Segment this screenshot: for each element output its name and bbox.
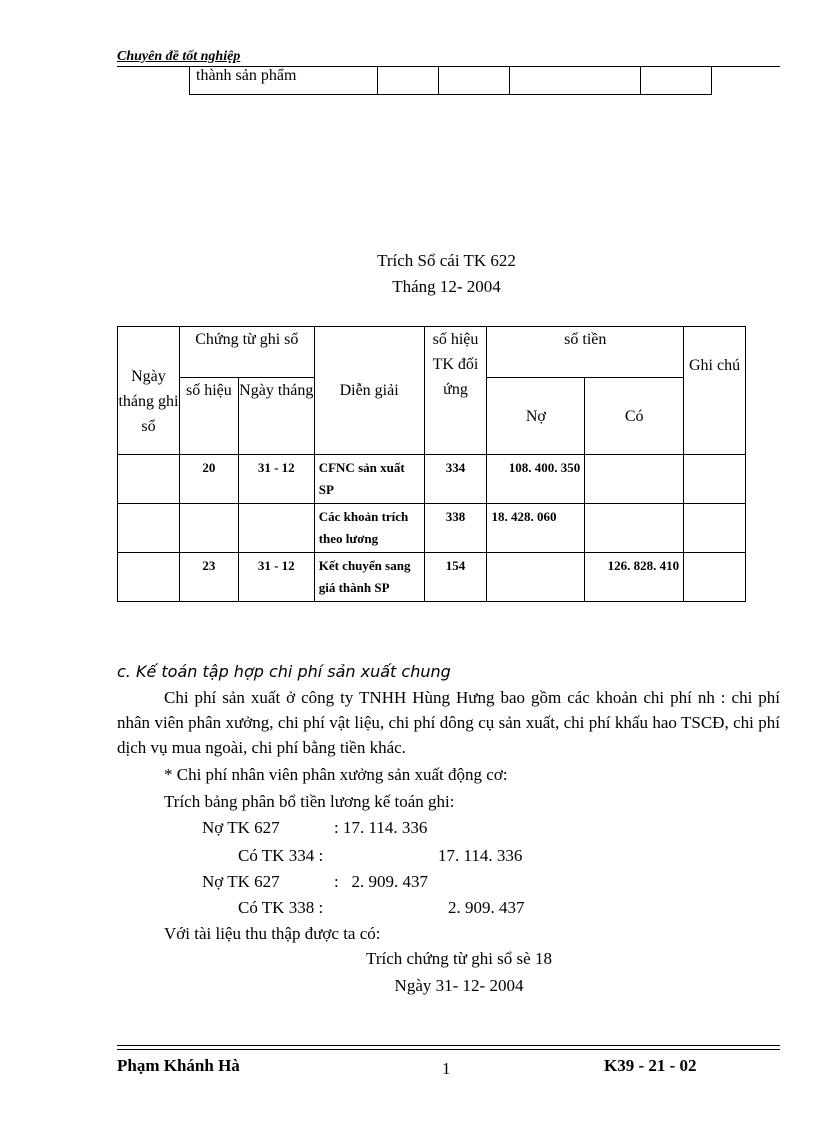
running-header-title: Chuyên đề tốt nghiệp: [117, 49, 241, 64]
intro-line: Trích bảng phân bổ tiền lương kế toán ghi:: [164, 792, 455, 811]
table-row: [118, 504, 746, 553]
cell-ghi-chu: [684, 553, 746, 602]
footer-rule: [117, 1049, 780, 1050]
header-no: Nợ: [487, 378, 585, 455]
cell-ngay-thang: 31 - 12: [238, 455, 314, 504]
cell-no: [487, 553, 585, 602]
cell-dien-giai: Kết chuyển sang giá thành SP: [314, 553, 424, 602]
entry-amount: 17. 114. 336: [438, 846, 523, 865]
ledger-caption-line2: Tháng 12- 2004: [392, 277, 501, 296]
cell-co: [585, 504, 684, 553]
header-dien-giai: Diễn giải: [314, 327, 424, 455]
header-ngay: Ngày tháng ghi sổ: [118, 327, 180, 455]
cell-no: 108. 400. 350: [487, 455, 585, 504]
footer-code: K39 - 21 - 02: [604, 1056, 697, 1075]
note-line: * Chi phí nhân viên phân xưởng sản xuất động cơ:: [164, 765, 508, 784]
section-paragraph: Chi phí sản xuất ở công ty TNHH Hùng Hưng bao gồm các khoản chi phí nh : chi phí nhân viên phân xưởng, chi phí vật liệu, chi phí dông cụ sản xuất, chi phí khấu hao TSCĐ, chi phí dịch vụ mua ngoài, chi phí bằng tiền khác.: [117, 688, 780, 757]
header-tk-doi-ung: số hiệu TK đối ứng: [424, 327, 487, 455]
cell-ngay-thang: 31 - 12: [238, 553, 314, 602]
cell-ngay: [118, 504, 180, 553]
cell-ghi-chu: [684, 455, 746, 504]
cell-tk: 334: [424, 455, 487, 504]
cell-tk: 338: [424, 504, 487, 553]
fragment-cell-text: thành sản phẩm: [190, 67, 378, 95]
fragment-cell: [378, 67, 439, 95]
caption-date: Ngày 31- 12- 2004: [394, 976, 524, 995]
cell-co: [585, 455, 684, 504]
entry-amount: : 17. 114. 336: [334, 818, 428, 837]
header-chung-tu: Chứng từ ghi sổ: [179, 327, 314, 378]
header-so-tien: số tiền: [487, 327, 684, 378]
header-co: Có: [585, 378, 684, 455]
closing-line: Với tài liệu thu thập được ta có:: [164, 924, 381, 943]
section-heading: c. Kế toán tập hợp chi phí sản xuất chung: [117, 662, 451, 681]
header-ngay-thang: Ngày tháng: [238, 378, 314, 455]
cell-so-hieu: 20: [179, 455, 238, 504]
entry-account: Nợ TK 627: [202, 818, 280, 837]
fragment-cell: [510, 67, 641, 95]
header-ghi-chu: Ghi chú: [684, 327, 746, 455]
cell-so-hieu: [179, 504, 238, 553]
fragment-cell: [641, 67, 712, 95]
cell-dien-giai: CFNC sản xuất SP: [314, 455, 424, 504]
footer-rule: [117, 1045, 780, 1046]
cell-co: 126. 828. 410: [585, 553, 684, 602]
table-row: [190, 67, 712, 95]
cell-tk: 154: [424, 553, 487, 602]
entry-account: Có TK 338 :: [238, 898, 324, 917]
cell-ngay: [118, 553, 180, 602]
entry-amount: 2. 909. 437: [448, 898, 525, 917]
header-so-hieu: số hiệu: [179, 378, 238, 455]
table-row: [118, 553, 746, 602]
cell-ngay-thang: [238, 504, 314, 553]
ledger-caption-line1: Trích Sổ cái TK 622: [377, 251, 516, 270]
cell-dien-giai: Các khoản trích theo lương: [314, 504, 424, 553]
ledger-table: [117, 326, 746, 602]
footer-page-number: 1: [442, 1059, 451, 1078]
fragment-cell: [439, 67, 510, 95]
entry-account: Nợ TK 627: [202, 872, 280, 891]
cell-ghi-chu: [684, 504, 746, 553]
entry-account: Có TK 334 :: [238, 846, 324, 865]
cell-ngay: [118, 455, 180, 504]
cell-so-hieu: 23: [179, 553, 238, 602]
entry-amount: : 2. 909. 437: [334, 872, 428, 891]
ledger-header-row: [118, 327, 746, 378]
table-row: [118, 455, 746, 504]
cell-no: 18. 428. 060: [487, 504, 585, 553]
caption-voucher: Trích chứng từ ghi sổ sè 18: [366, 949, 552, 968]
footer-author: Phạm Khánh Hà: [117, 1056, 240, 1075]
previous-table-fragment: [189, 66, 712, 95]
